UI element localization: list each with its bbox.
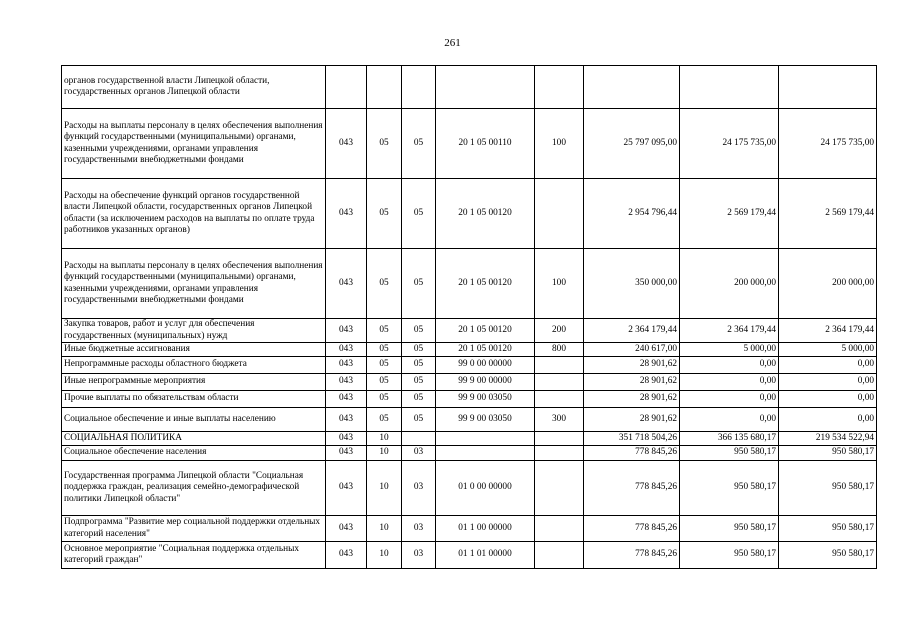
target-article: 20 1 05 00120 <box>436 319 535 343</box>
table-row <box>62 432 877 446</box>
section-code: 10 <box>367 516 402 542</box>
table-row <box>62 516 877 542</box>
target-article: 99 0 00 00000 <box>436 357 535 374</box>
amount-col2: 366 135 680,17 <box>680 432 779 446</box>
expense-type <box>535 66 584 109</box>
target-article: 20 1 05 00120 <box>436 179 535 249</box>
amount-col1: 240 617,00 <box>584 343 680 357</box>
table-row <box>62 249 877 319</box>
amount-col2: 0,00 <box>680 357 779 374</box>
table-row <box>62 542 877 569</box>
subsection-code: 05 <box>402 249 436 319</box>
amount-col3 <box>779 66 877 109</box>
amount-col1: 2 954 796,44 <box>584 179 680 249</box>
row-name: Расходы на обеспечение функций органов государственной власти Липецкой области, государственных органов Липецкой области (за исключением расходов на выплаты по оплате труда работников указанных органов) <box>62 179 326 249</box>
subsection-code: 05 <box>402 343 436 357</box>
section-code: 05 <box>367 408 402 432</box>
expense-type <box>535 179 584 249</box>
page-number: 261 <box>444 37 461 49</box>
amount-col3: 219 534 522,94 <box>779 432 877 446</box>
row-name: Социальное обеспечение и иные выплаты населению <box>62 408 326 432</box>
amount-col1: 28 901,62 <box>584 374 680 391</box>
ministry-code: 043 <box>326 319 367 343</box>
expense-type <box>535 357 584 374</box>
amount-col2: 24 175 735,00 <box>680 109 779 179</box>
expense-type <box>535 446 584 461</box>
amount-col3: 950 580,17 <box>779 461 877 516</box>
amount-col1: 28 901,62 <box>584 357 680 374</box>
amount-col1: 351 718 504,26 <box>584 432 680 446</box>
section-code: 10 <box>367 542 402 569</box>
ministry-code: 043 <box>326 408 367 432</box>
amount-col3: 950 580,17 <box>779 446 877 461</box>
section-code: 10 <box>367 432 402 446</box>
subsection-code: 03 <box>402 461 436 516</box>
ministry-code: 043 <box>326 343 367 357</box>
amount-col1: 28 901,62 <box>584 408 680 432</box>
amount-col1: 350 000,00 <box>584 249 680 319</box>
budget-table-body <box>62 66 877 569</box>
row-name: Прочие выплаты по обязательствам области <box>62 391 326 408</box>
table-row <box>62 374 877 391</box>
amount-col3: 950 580,17 <box>779 516 877 542</box>
target-article <box>436 432 535 446</box>
ministry-code: 043 <box>326 249 367 319</box>
ministry-code: 043 <box>326 357 367 374</box>
section-code: 05 <box>367 374 402 391</box>
ministry-code: 043 <box>326 391 367 408</box>
amount-col3: 0,00 <box>779 408 877 432</box>
section-code: 05 <box>367 391 402 408</box>
subsection-code: 05 <box>402 319 436 343</box>
amount-col1: 25 797 095,00 <box>584 109 680 179</box>
amount-col2: 2 364 179,44 <box>680 319 779 343</box>
amount-col3: 0,00 <box>779 374 877 391</box>
section-code: 05 <box>367 179 402 249</box>
row-name: Иные бюджетные ассигнования <box>62 343 326 357</box>
table-row <box>62 179 877 249</box>
amount-col1: 778 845,26 <box>584 446 680 461</box>
target-article: 01 1 00 00000 <box>436 516 535 542</box>
ministry-code: 043 <box>326 461 367 516</box>
section-code: 05 <box>367 319 402 343</box>
amount-col3: 0,00 <box>779 391 877 408</box>
section-code: 05 <box>367 249 402 319</box>
target-article <box>436 66 535 109</box>
expense-type <box>535 391 584 408</box>
table-row <box>62 66 877 109</box>
row-name: органов государственной власти Липецкой области, государственных органов Липецкой области <box>62 66 326 109</box>
amount-col2: 2 569 179,44 <box>680 179 779 249</box>
subsection-code <box>402 432 436 446</box>
expense-type <box>535 432 584 446</box>
table-row <box>62 391 877 408</box>
amount-col2: 950 580,17 <box>680 542 779 569</box>
amount-col3: 2 569 179,44 <box>779 179 877 249</box>
table-row <box>62 461 877 516</box>
table-row <box>62 343 877 357</box>
row-name: Социальное обеспечение населения <box>62 446 326 461</box>
amount-col2: 0,00 <box>680 408 779 432</box>
amount-col1: 778 845,26 <box>584 516 680 542</box>
table-row <box>62 446 877 461</box>
amount-col3: 0,00 <box>779 357 877 374</box>
target-article: 01 0 00 00000 <box>436 461 535 516</box>
expense-type: 800 <box>535 343 584 357</box>
row-name: СОЦИАЛЬНАЯ ПОЛИТИКА <box>62 432 326 446</box>
amount-col2: 200 000,00 <box>680 249 779 319</box>
row-name: Закупка товаров, работ и услуг для обеспечения государственных (муниципальных) нужд <box>62 319 326 343</box>
target-article: 20 1 05 00120 <box>436 249 535 319</box>
ministry-code: 043 <box>326 109 367 179</box>
expense-type <box>535 542 584 569</box>
amount-col2 <box>680 66 779 109</box>
amount-col2: 950 580,17 <box>680 516 779 542</box>
subsection-code: 05 <box>402 374 436 391</box>
amount-col3: 5 000,00 <box>779 343 877 357</box>
expense-type: 100 <box>535 249 584 319</box>
amount-col1: 778 845,26 <box>584 542 680 569</box>
target-article: 99 9 00 00000 <box>436 374 535 391</box>
amount-col1: 778 845,26 <box>584 461 680 516</box>
expense-type <box>535 516 584 542</box>
section-code: 05 <box>367 343 402 357</box>
expense-type: 300 <box>535 408 584 432</box>
subsection-code: 05 <box>402 391 436 408</box>
amount-col2: 950 580,17 <box>680 446 779 461</box>
amount-col2: 950 580,17 <box>680 461 779 516</box>
subsection-code: 05 <box>402 109 436 179</box>
subsection-code <box>402 66 436 109</box>
amount-col3: 24 175 735,00 <box>779 109 877 179</box>
section-code: 10 <box>367 446 402 461</box>
row-name: Основное мероприятие "Социальная поддержка отдельных категорий граждан" <box>62 542 326 569</box>
budget-table <box>61 65 877 569</box>
table-row <box>62 109 877 179</box>
subsection-code: 05 <box>402 408 436 432</box>
row-name: Расходы на выплаты персоналу в целях обеспечения выполнения функций государственными (муниципальными) органами, казенными учреждениями, органами управления государственными внебюджетными фондами <box>62 109 326 179</box>
amount-col2: 0,00 <box>680 374 779 391</box>
subsection-code: 03 <box>402 542 436 569</box>
subsection-code: 03 <box>402 446 436 461</box>
expense-type <box>535 374 584 391</box>
ministry-code <box>326 66 367 109</box>
amount-col1: 28 901,62 <box>584 391 680 408</box>
ministry-code: 043 <box>326 516 367 542</box>
table-row <box>62 357 877 374</box>
amount-col3: 950 580,17 <box>779 542 877 569</box>
section-code: 05 <box>367 109 402 179</box>
row-name: Иные непрограммные мероприятия <box>62 374 326 391</box>
amount-col2: 5 000,00 <box>680 343 779 357</box>
target-article: 99 9 00 03050 <box>436 391 535 408</box>
target-article: 99 9 00 03050 <box>436 408 535 432</box>
row-name: Непрограммные расходы областного бюджета <box>62 357 326 374</box>
section-code: 05 <box>367 357 402 374</box>
amount-col3: 2 364 179,44 <box>779 319 877 343</box>
row-name: Государственная программа Липецкой области "Социальная поддержка граждан, реализация семейно-демографической политики Липецкой области" <box>62 461 326 516</box>
ministry-code: 043 <box>326 432 367 446</box>
subsection-code: 05 <box>402 357 436 374</box>
target-article: 20 1 05 00110 <box>436 109 535 179</box>
expense-type: 200 <box>535 319 584 343</box>
amount-col2: 0,00 <box>680 391 779 408</box>
target-article: 01 1 01 00000 <box>436 542 535 569</box>
ministry-code: 043 <box>326 179 367 249</box>
target-article <box>436 446 535 461</box>
target-article: 20 1 05 00120 <box>436 343 535 357</box>
section-code: 10 <box>367 461 402 516</box>
amount-col1 <box>584 66 680 109</box>
amount-col3: 200 000,00 <box>779 249 877 319</box>
table-row <box>62 319 877 343</box>
ministry-code: 043 <box>326 542 367 569</box>
row-name: Подпрограмма "Развитие мер социальной поддержки отдельных категорий населения" <box>62 516 326 542</box>
expense-type <box>535 461 584 516</box>
row-name: Расходы на выплаты персоналу в целях обеспечения выполнения функций государственными (муниципальными) органами, казенными учреждениями, органами управления государственными внебюджетными фондами <box>62 249 326 319</box>
ministry-code: 043 <box>326 446 367 461</box>
section-code <box>367 66 402 109</box>
subsection-code: 05 <box>402 179 436 249</box>
ministry-code: 043 <box>326 374 367 391</box>
table-row <box>62 408 877 432</box>
expense-type: 100 <box>535 109 584 179</box>
subsection-code: 03 <box>402 516 436 542</box>
amount-col1: 2 364 179,44 <box>584 319 680 343</box>
